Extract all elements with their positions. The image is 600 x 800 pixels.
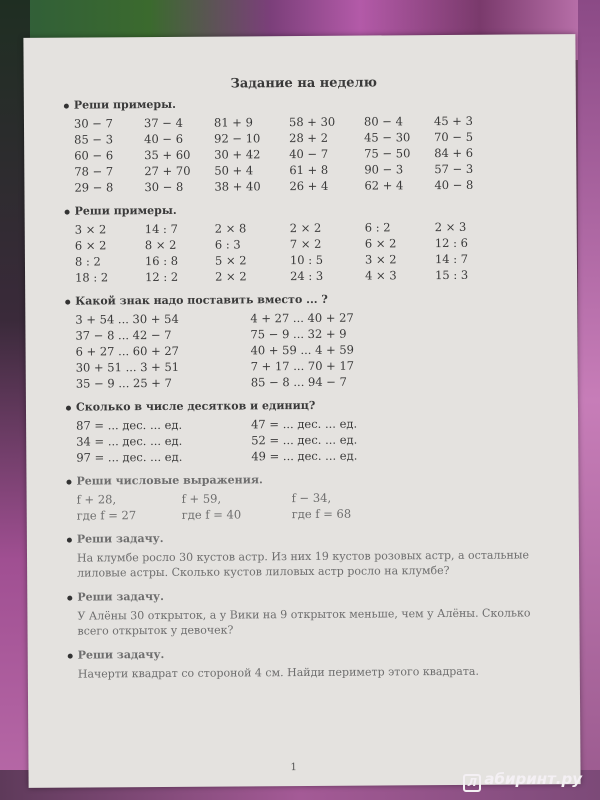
exercise-cell: 85 − 8 ... 94 − 7 xyxy=(250,374,347,390)
exercise-cell: 26 + 4 xyxy=(289,178,329,194)
exercise-cell: 2 × 2 xyxy=(289,220,322,236)
exercise-cell: 8 : 2 xyxy=(74,254,101,269)
exercise-cell: 7 + 17 ... 70 + 17 xyxy=(250,358,355,374)
exercise-cell: f + 28, xyxy=(76,492,117,507)
exercise-cell: 6 × 2 xyxy=(74,238,107,253)
exercise-cell: 28 + 2 xyxy=(289,130,329,146)
exercise-cell: 5 × 2 xyxy=(214,253,247,268)
exercise-cell: 18 : 2 xyxy=(75,270,109,285)
exercise-cell: 70 − 5 xyxy=(434,129,474,145)
exercise-cell: 35 − 9 ... 25 + 7 xyxy=(75,375,172,391)
exercise-cell: 78 − 7 xyxy=(74,164,114,179)
page-number: 1 xyxy=(290,762,297,774)
bullet-icon xyxy=(66,479,71,484)
exercise-cell: 30 + 51 ... 3 + 51 xyxy=(75,359,180,375)
exercise-cell: 2 × 8 xyxy=(214,221,247,236)
exercise-cell: 4 × 3 xyxy=(365,268,397,283)
exercise-cell: 2 × 3 xyxy=(434,219,467,235)
exercise-cell: 29 − 8 xyxy=(74,180,114,195)
exercise-cell: где f = 27 xyxy=(76,508,137,523)
bullet-icon xyxy=(65,209,70,214)
exercise-cell: 35 + 60 xyxy=(144,147,191,163)
exercise-cell: 3 × 2 xyxy=(364,252,397,267)
section-8-heading-text: Реши задачу. xyxy=(77,647,165,662)
exercise-cell: 75 − 9 ... 32 + 9 xyxy=(250,326,347,342)
workbook-page xyxy=(23,34,580,788)
section-7-task-text: У Алёны 30 открыток, а у Вики на 9 открыток меньше, чем у Алёны. Сколько всего открыток у девочек? xyxy=(77,606,531,638)
exercise-cell: 6 : 3 xyxy=(214,237,241,252)
exercise-cell: 57 − 3 xyxy=(434,161,474,177)
watermark-text: абиринт.ру xyxy=(484,770,582,788)
section-3-heading-text: Какой знак надо поставить вместо ... ? xyxy=(75,292,328,308)
exercise-cell: 62 + 4 xyxy=(364,178,404,193)
exercise-cell: 7 × 2 xyxy=(289,236,322,252)
exercise-cell: 30 − 8 xyxy=(144,179,184,195)
exercise-cell: 12 : 2 xyxy=(145,269,179,285)
exercise-cell: 84 + 6 xyxy=(434,145,474,161)
exercise-cell: 10 : 5 xyxy=(289,252,324,268)
exercise-cell: f + 59, xyxy=(181,491,222,506)
page-title: Задание на неделю xyxy=(230,75,378,92)
bullet-icon xyxy=(65,299,70,304)
exercise-cell: 47 = ... дес. ... ед. xyxy=(251,416,358,432)
exercise-cell: 40 − 6 xyxy=(144,131,184,147)
section-6-task-text: На клумбе росло 30 кустов астр. Из них 19 кустов розовых астр, а остальные лиловые астры. Сколько кустов лиловых астр росло на клумбе? xyxy=(76,548,530,580)
section-5-heading-text: Реши числовые выражения. xyxy=(76,473,263,488)
exercise-cell: 40 − 8 xyxy=(434,177,474,193)
page-content xyxy=(64,74,548,691)
exercise-cell: 75 − 50 xyxy=(364,146,411,161)
exercise-cell: 37 − 8 ... 42 − 7 xyxy=(75,327,172,343)
exercise-cell: 12 : 6 xyxy=(434,235,469,251)
section-4-exercises xyxy=(76,415,546,464)
labirint-logo-icon: Л xyxy=(463,774,481,792)
exercise-cell: 40 − 7 xyxy=(289,146,329,162)
section-5-exercises xyxy=(77,489,547,522)
section-7-heading-text: Реши задачу. xyxy=(77,589,164,604)
section-4-heading xyxy=(66,397,546,413)
exercise-cell: 92 − 10 xyxy=(214,131,261,146)
exercise-cell: 6 + 27 ... 60 + 27 xyxy=(75,343,180,359)
exercise-cell: 34 = ... дес. ... ед. xyxy=(76,433,183,449)
exercise-cell: 60 − 6 xyxy=(74,148,114,163)
exercise-cell: 38 + 40 xyxy=(214,179,261,194)
exercise-cell: f − 34, xyxy=(291,490,332,506)
section-2-exercises xyxy=(75,219,545,284)
exercise-cell: 14 : 7 xyxy=(434,251,469,267)
exercise-cell: 97 = ... дес. ... ед. xyxy=(76,449,183,465)
exercise-cell: 80 − 4 xyxy=(363,114,403,129)
section-3-heading xyxy=(65,291,545,307)
bullet-icon xyxy=(67,537,72,542)
exercise-cell: 4 + 27 ... 40 + 27 xyxy=(250,310,354,326)
exercise-cell: 37 − 4 xyxy=(143,115,183,131)
exercise-cell: 30 + 42 xyxy=(214,147,261,162)
section-2-heading xyxy=(65,201,545,217)
exercise-cell: 6 × 2 xyxy=(364,236,397,251)
section-3-exercises xyxy=(75,309,546,390)
section-1-exercises xyxy=(74,113,545,194)
exercise-cell: 6 : 2 xyxy=(364,220,391,235)
exercise-cell: 52 = ... дес. ... ед. xyxy=(251,432,358,448)
exercise-cell: 3 + 54 ... 30 + 54 xyxy=(75,311,179,327)
watermark xyxy=(463,770,582,792)
exercise-cell: 2 × 2 xyxy=(215,269,247,284)
exercise-cell: 24 : 3 xyxy=(290,268,324,284)
exercise-cell: 40 + 59 ... 4 + 59 xyxy=(250,342,355,358)
section-6-heading-text: Реши задачу. xyxy=(76,531,164,546)
exercise-cell: 45 + 3 xyxy=(433,113,473,129)
exercise-cell: где f = 40 xyxy=(181,507,242,522)
background-right xyxy=(578,0,600,800)
exercise-cell: 16 : 8 xyxy=(144,253,179,269)
exercise-cell: 50 + 4 xyxy=(214,163,254,178)
exercise-cell: 58 + 30 xyxy=(288,114,336,130)
section-6-heading xyxy=(67,529,547,545)
exercise-cell: 85 − 3 xyxy=(74,132,114,147)
exercise-cell: 30 − 7 xyxy=(73,116,113,131)
exercise-cell: 14 : 7 xyxy=(144,221,178,237)
exercise-cell: 81 + 9 xyxy=(213,115,253,130)
section-8-task-text: Начерти квадрат со стороной 4 см. Найди периметр этого квадрата. xyxy=(77,664,480,681)
exercise-cell: 61 + 8 xyxy=(289,162,329,178)
section-4-heading-text: Сколько в числе десятков и единиц? xyxy=(75,398,316,414)
bullet-icon xyxy=(66,405,71,410)
exercise-cell: 27 + 70 xyxy=(144,163,191,179)
section-1-heading xyxy=(64,95,544,111)
bullet-icon xyxy=(67,595,72,600)
section-2-heading-text: Реши примеры. xyxy=(74,203,177,218)
section-8-heading xyxy=(68,645,548,661)
bullet-icon xyxy=(68,653,73,658)
section-7-heading xyxy=(67,587,547,603)
section-1-heading-text: Реши примеры. xyxy=(73,97,176,112)
exercise-cell: 3 × 2 xyxy=(74,222,107,237)
exercise-cell: 87 = ... дес. ... ед. xyxy=(76,417,183,433)
exercise-cell: 8 × 2 xyxy=(144,237,177,253)
exercise-cell: 15 : 3 xyxy=(435,267,469,283)
exercise-cell: 90 − 3 xyxy=(364,162,404,177)
exercise-cell: 49 = ... дес. ... ед. xyxy=(251,448,358,464)
bullet-icon xyxy=(64,103,69,108)
exercise-cell: где f = 68 xyxy=(291,506,352,522)
exercise-cell: 45 − 30 xyxy=(364,130,411,145)
section-5-heading xyxy=(66,471,546,487)
